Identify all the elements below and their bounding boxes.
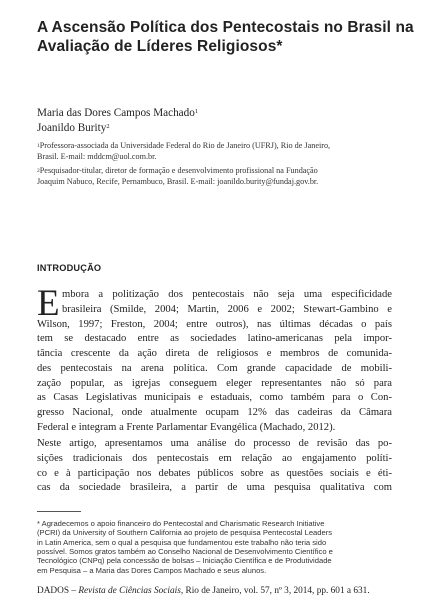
affiliation-line: Pesquisador-titular, diretor de formação e desenvolvimento profissional na Fundação (39, 166, 318, 175)
body-line: co e à participação nos debates públicos sobre as questões sociais e éti- (37, 467, 392, 479)
affiliation-line: Brasil. E-mail: mddcm@uol.com.br. (37, 151, 157, 161)
journal-subtitle: Revista de Ciências Sociais (78, 586, 181, 596)
affiliation-mark: 2 (37, 168, 40, 174)
affiliation-1 (37, 141, 407, 162)
body-line: brasileira (Smilde, 2004; Martin, 2006 e 2002; Stewart-Gambino e (62, 303, 392, 315)
author-name: Maria das Dores Campos Machado (37, 107, 195, 119)
footnote (37, 519, 392, 575)
body-line: as Casas Legislativas municipais e estaduais, como também para o Con- (37, 392, 392, 404)
body-line: zação popular, as igrejas conseguem eleger representantes não só para (37, 377, 392, 389)
body-line: sições tradicionais dos pentecostais em relação ao engajamento políti- (37, 452, 392, 464)
body-line: mbora a politização dos pentecostais não seja uma especificidade (62, 289, 392, 300)
paragraph-1 (37, 288, 392, 436)
title-line-1: A Ascensão Política dos Pentecostais no Brasil na (37, 19, 414, 36)
journal-name: DADOS – (37, 586, 79, 596)
affiliation-2 (37, 166, 407, 187)
journal-citation (37, 586, 370, 596)
title-line-2: Avaliação de Líderes Religiosos* (37, 38, 283, 55)
body-line: Federal e integram a Frente Parlamentar Evangélica (Machado, 2012). (37, 421, 336, 433)
journal-details: , Rio de Janeiro, vol. 57, nº 3, 2014, pp. 601 a 631. (180, 586, 370, 596)
affiliation-line: Professora-associada da Universidade Federal do Rio de Janeiro (UFRJ), Rio de Janeiro, (39, 141, 331, 150)
article-title (37, 18, 417, 56)
body-line: tem se destacado entre as sociedades latino-americanas pela impor- (37, 333, 392, 345)
author-mark: 2 (106, 123, 110, 130)
body-line: cas da sociedade brasileira, a partir de uma pesquisa qualitativa com (37, 482, 392, 494)
author-2 (37, 121, 110, 135)
footnote-line: in Latin America, sem o qual a pesquisa que fundamentou este trabalho não teria sido (37, 537, 327, 547)
paragraph-2 (37, 437, 392, 496)
author-name: Joanildo Burity (37, 122, 107, 134)
body-line: Neste artigo, apresentamos uma análise do processo de revisão das po- (37, 438, 392, 449)
footnote-line: possível. Somos gratos também ao Conselho Nacional de Desenvolvimento Científico e (37, 547, 333, 557)
body-line: gresso Nacional, onde atualmente ocupam 12% das cadeiras da Câmara (37, 407, 392, 418)
drop-cap: E (37, 283, 60, 324)
footnote-line: em Pesquisa – a Maria das Dores Campos Machado e seus alunos. (37, 565, 267, 575)
body-line: Wilson, 1997; Freston, 2004; entre outros), nas últimas décadas o país (37, 318, 392, 330)
footnote-line: Tecnológico (CNPq) pela concessão de bolsas – Iniciação Científica e de Produtividade (37, 556, 332, 566)
body-line: des pentecostais na arena política. Com grande capacidade de mobili- (37, 362, 392, 374)
affiliation-line: Joaquim Nabuco, Recife, Pernambuco, Brasil. E-mail: joanildo.burity@fundaj.gov.br. (37, 176, 319, 186)
footnote-line: * Agradecemos o apoio financeiro do Pentecostal and Charismatic Research Initiative (37, 519, 325, 528)
author-mark: 1 (194, 108, 199, 115)
section-heading: INTRODUÇÃO (37, 263, 102, 273)
footnote-rule (37, 511, 81, 512)
footnote-line: (PCRI) da University of Southern California ao projeto de pesquisa Pentecostal Leaders (37, 528, 333, 538)
body-line: tância crescente da ação direta de religiosos e membros de comunida- (37, 348, 392, 359)
author-1 (37, 106, 198, 120)
affiliation-mark: 1 (37, 143, 40, 149)
